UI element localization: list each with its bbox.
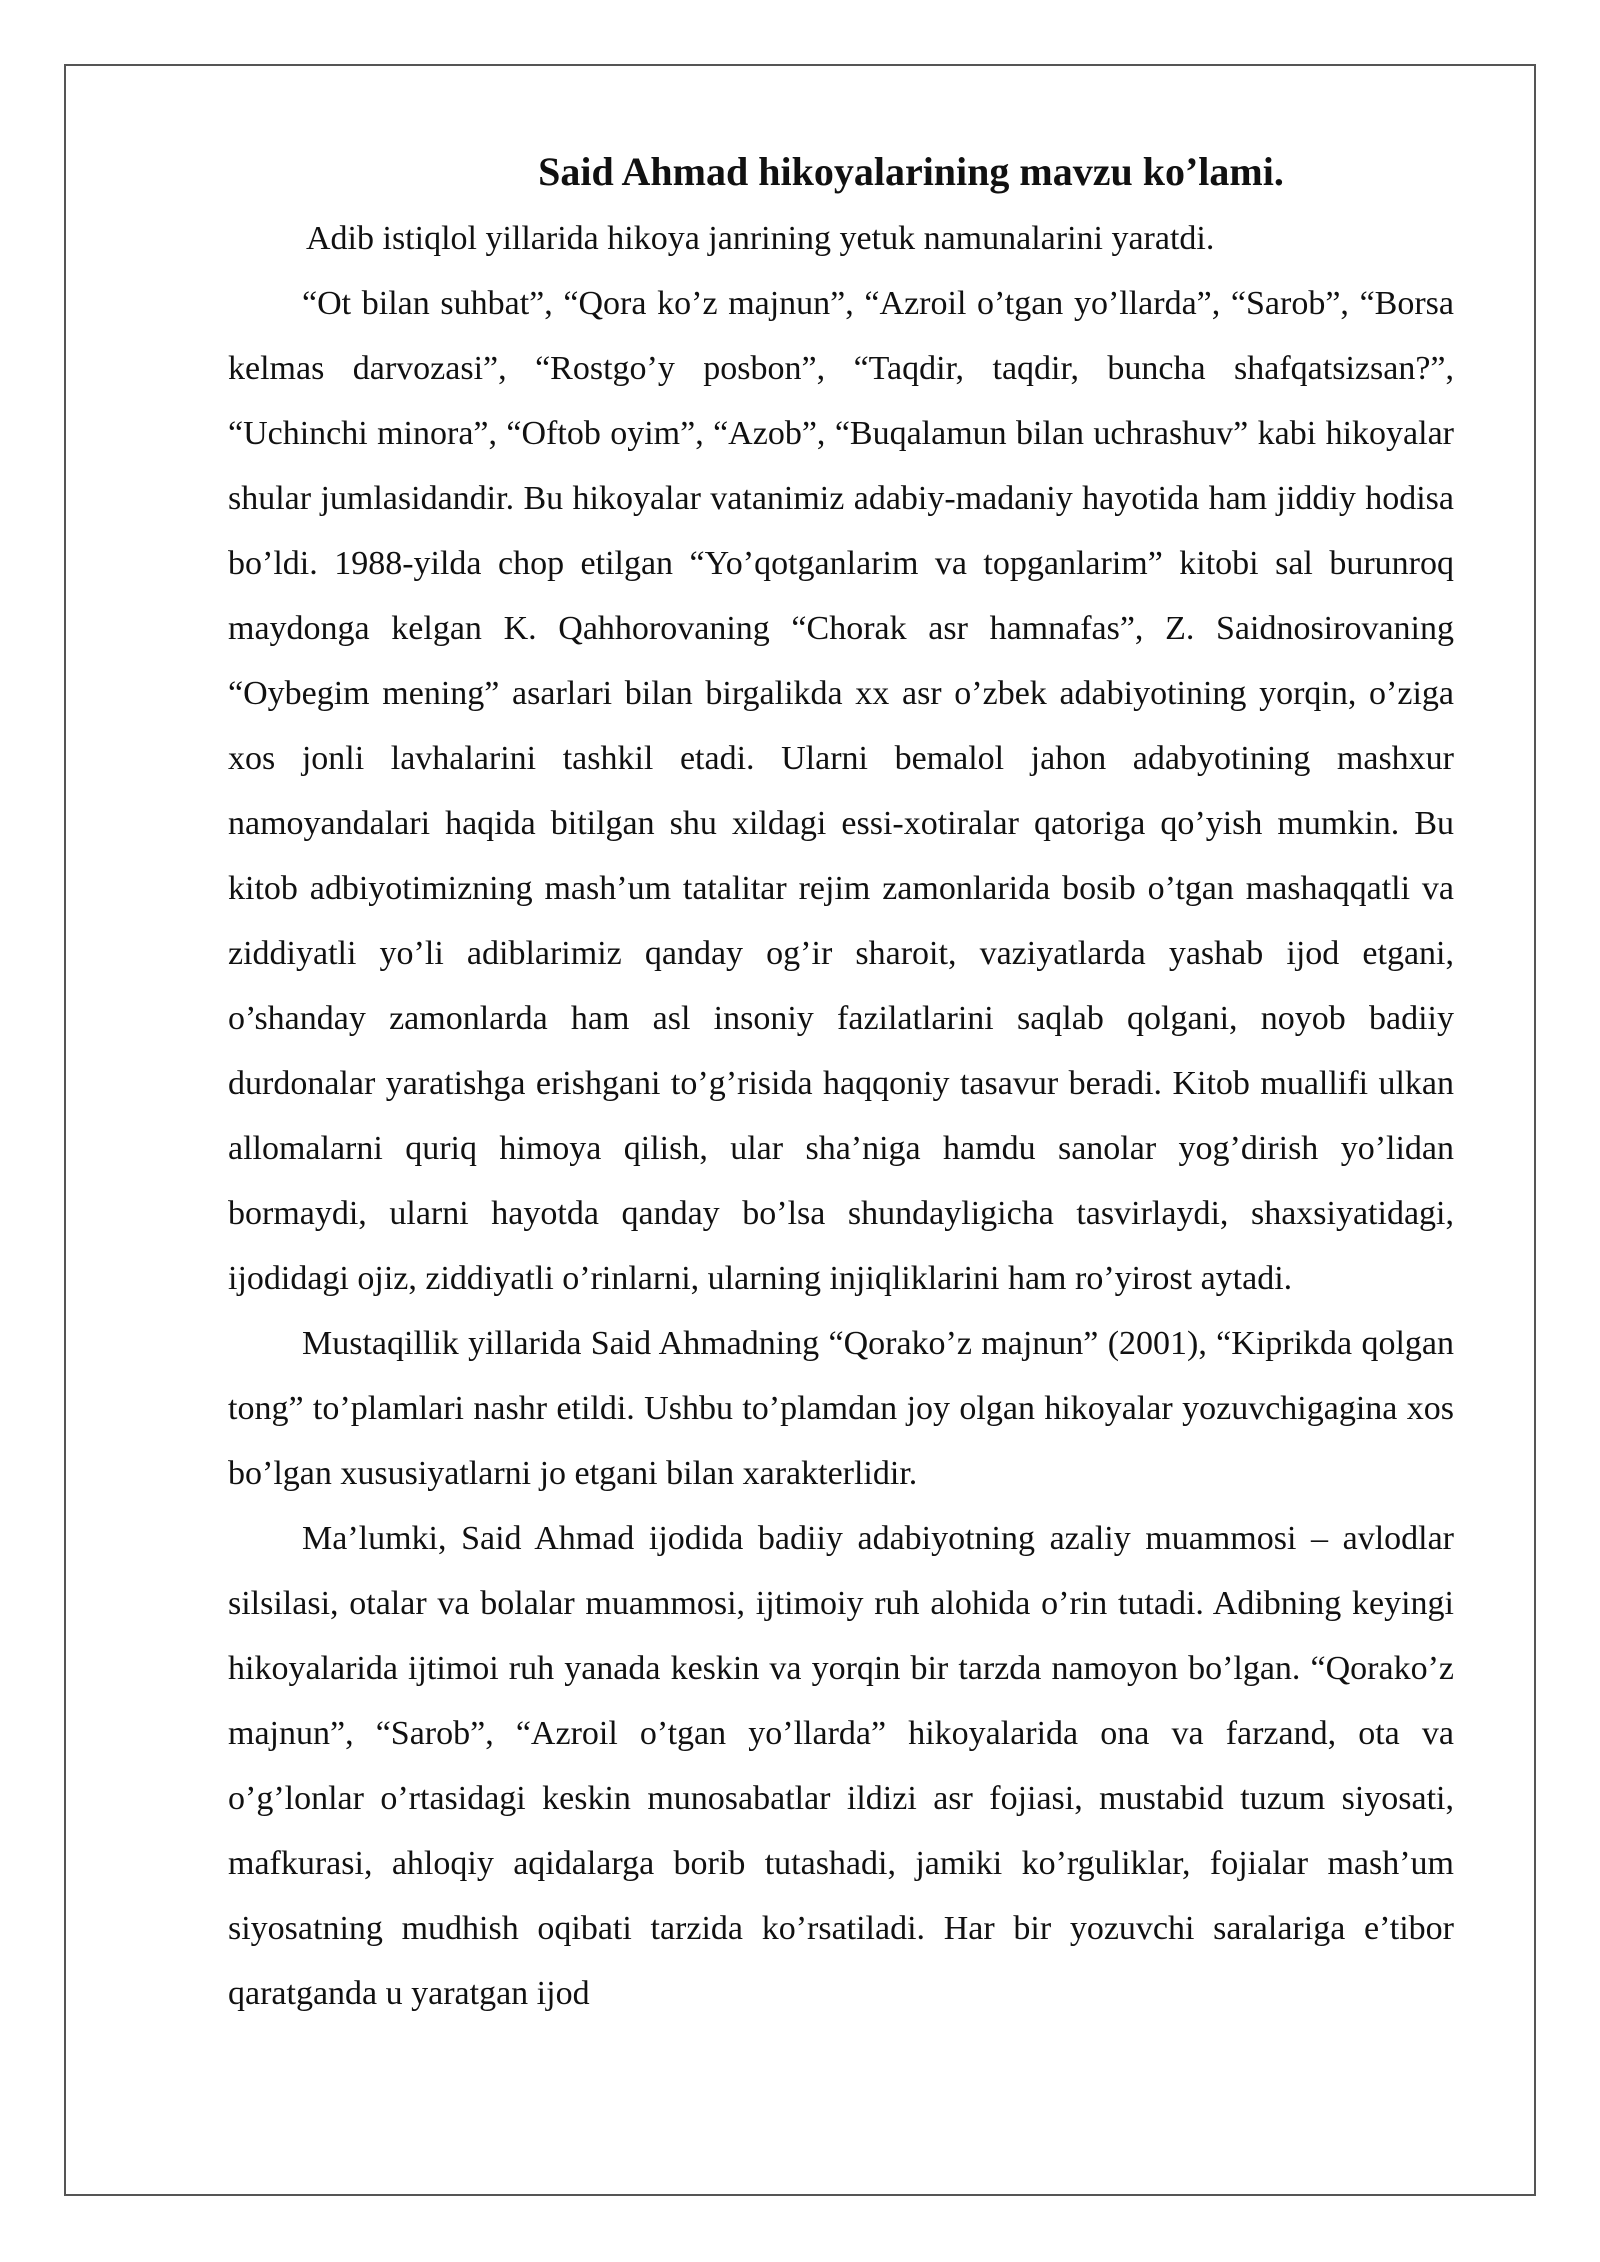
document-body bbox=[228, 142, 1454, 2026]
document-title: Said Ahmad hikoyalarining mavzu ko’lami. bbox=[538, 149, 1284, 194]
paragraph-3: Mustaqillik yillarida Said Ahmadning “Qorako’z majnun” (2001), “Kiprikda qolgan tong” to’plamlari nashr etildi. Ushbu to’plamdan joy olgan hikoyalar yozuvchigagina xos bo’lgan xususiyatlarni jo etgani bilan xarakterlidir. bbox=[228, 1325, 1454, 1492]
paragraph-4: Ma’lumki, Said Ahmad ijodida badiiy adabiyotning azaliy muammosi – avlodlar silsilasi, otalar va bolalar muammosi, ijtimoiy ruh alohida o’rin tutadi. Adibning keyingi hikoyalarida ijtimoi ruh yanada keskin va yorqin bir tarzda namoyon bo’lgan. “Qorako’z majnun”, “Sarob”, “Azroil o’tgan yo’llarda” hikoyalarida ona va farzand, ota va o’g’lonlar o’rtasidagi keskin munosabatlar ildizi asr fojiasi, mustabid tuzum siyosati, mafkurasi, ahloqiy aqidalarga borib tutashadi, jamiki ko’rguliklar, fojialar mash’um siyosatning mudhish oqibati tarzida ko’rsatiladi. Har bir yozuvchi saralariga e’tibor qaratganda u yaratgan ijod bbox=[228, 1520, 1454, 2012]
paragraph-2: “Ot bilan suhbat”, “Qora ko’z majnun”, “Azroil o’tgan yo’llarda”, “Sarob”, “Borsa kelmas darvozasi”, “Rostgo’y posbon”, “Taqdir, taqdir, buncha shafqatsizsan?”, “Uchinchi minora”, “Oftob oyim”, “Azob”, “Buqalamun bilan uchrashuv” kabi hikoyalar shular jumlasidandir. Bu hikoyalar vatanimiz adabiy-madaniy hayotida ham jiddiy hodisa bo’ldi. 1988-yilda chop etilgan “Yo’qotganlarim va topganlarim” kitobi sal burunroq maydonga kelgan K. Qahhorovaning “Chorak asr hamnafas”, Z. Saidnosirovaning “Oybegim mening” asarlari bilan birgalikda xx asr o’zbek adabiyotining yorqin, o’ziga xos jonli lavhalarini tashkil etadi. Ularni bemalol jahon adabyotining mashxur namoyandalari haqida bitilgan shu xildagi essi-xotiralar qatoriga qo’yish mumkin. Bu kitob adbiyotimizning mash’um tatalitar rejim zamonlarida bosib o’tgan mashaqqatli va ziddiyatli yo’li adiblarimiz qanday og’ir sharoit, vaziyatlarda yashab ijod etgani, o’shanday zamonlarda ham asl insoniy fazilatlarini saqlab qolgani, noyob badiiy durdonalar yaratishga erishgani to’g’risida haqqoniy tasavur beradi. Kitob muallifi ulkan allomalarni quriq himoya qilish, ular sha’niga hamdu sanolar yog’dirish yo’lidan bormaydi, ularni hayotda qanday bo’lsa shundayligicha tasvirlaydi, shaxsiyatidagi, ijodidagi ojiz, ziddiyatli o’rinlarni, ularning injiqliklarini ham ro’yirost aytadi. bbox=[228, 285, 1454, 1297]
paragraph-1: Adib istiqlol yillarida hikoya janrining yetuk namunalarini yaratdi. bbox=[306, 220, 1215, 257]
